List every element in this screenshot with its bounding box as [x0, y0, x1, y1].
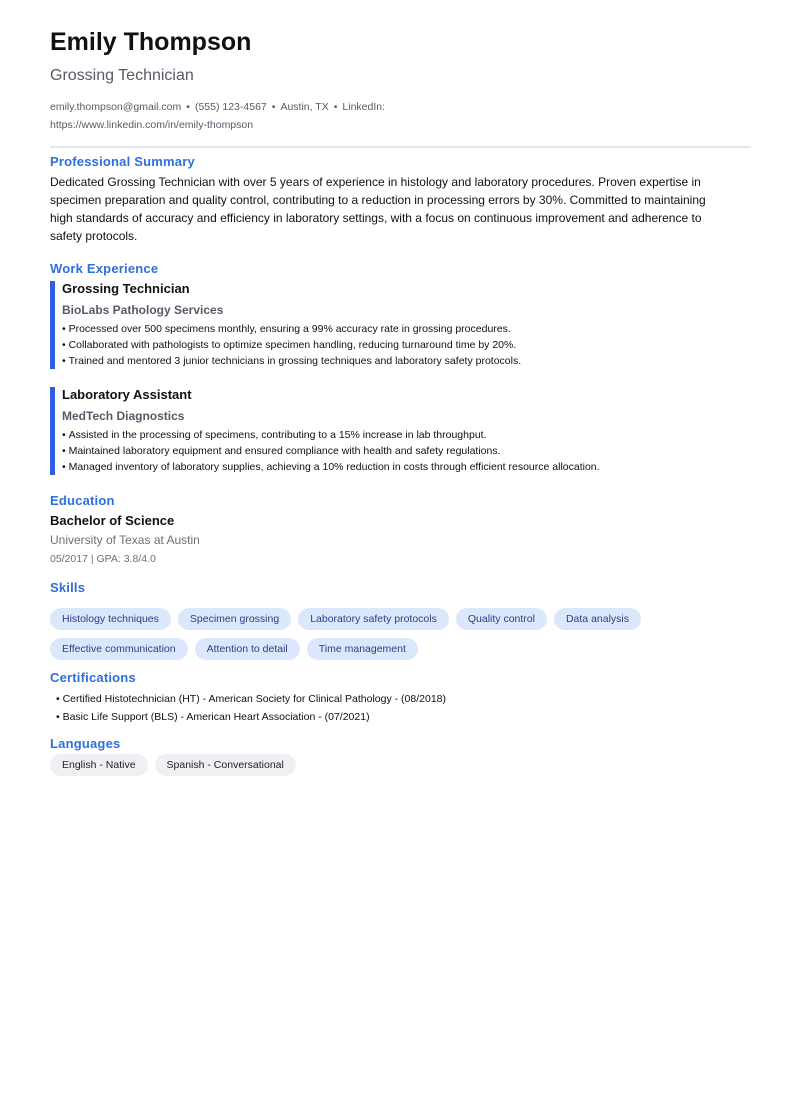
skill-chip: Time management	[307, 638, 418, 660]
job-bullet: • Processed over 500 specimens monthly, ensuring a 99% accuracy rate in grossing procedures.	[62, 321, 751, 337]
job-bullet: • Maintained laboratory equipment and ensured compliance with health and safety regulations.	[62, 443, 751, 459]
summary-text: Dedicated Grossing Technician with over 5 years of experience in histology and laboratory procedures. Proven expertise in specimen preparation and quality control, contributing to a reduction in processing errors by 30%. Committed to maintaining high standards of accuracy and efficiency in laboratory settings, with a focus on continuous improvement and adherence to safety protocols.	[50, 175, 706, 243]
skill-chip: Quality control	[456, 608, 547, 630]
certifications-list	[56, 690, 751, 726]
job-title: Laboratory Assistant	[62, 387, 192, 402]
skills-heading: Skills	[50, 580, 86, 595]
skill-chip: Laboratory safety protocols	[298, 608, 449, 630]
job-company: BioLabs Pathology Services	[62, 303, 224, 317]
contact-email[interactable]: emily.thompson@gmail.com	[50, 101, 182, 113]
contact-linkedin-label: LinkedIn:	[342, 101, 386, 113]
skill-chip: Histology techniques	[50, 608, 171, 630]
skills-list	[50, 608, 670, 660]
skill-chip: Data analysis	[554, 608, 641, 630]
contact-separator: •	[333, 101, 338, 113]
contact-line	[50, 98, 410, 134]
job-bullets	[62, 427, 751, 475]
job-bullet: • Assisted in the processing of specimens, contributing to a 15% increase in lab throughput.	[62, 427, 751, 443]
candidate-name: Emily Thompson	[50, 28, 252, 56]
education-school: University of Texas at Austin	[50, 533, 200, 547]
job-company: MedTech Diagnostics	[62, 409, 185, 423]
languages-list	[50, 754, 670, 776]
experience-heading: Work Experience	[50, 261, 159, 276]
contact-linkedin-url[interactable]: https://www.linkedin.com/in/emily-thompson	[50, 119, 254, 131]
language-chip: Spanish - Conversational	[155, 754, 296, 776]
job-bullet: • Trained and mentored 3 junior technicians in grossing techniques and laboratory safety protocols.	[62, 353, 751, 369]
summary-heading: Professional Summary	[50, 154, 195, 169]
candidate-title: Grossing Technician	[50, 67, 194, 84]
language-chip: English - Native	[50, 754, 148, 776]
contact-location: Austin, TX	[280, 101, 329, 113]
certifications-heading: Certifications	[50, 670, 136, 685]
certification-item: • Basic Life Support (BLS) - American Heart Association - (07/2021)	[56, 708, 751, 726]
job-bullet: • Collaborated with pathologists to optimize specimen handling, reducing turnaround time by 20%.	[62, 337, 751, 353]
job-bullets	[62, 321, 751, 369]
skill-chip: Effective communication	[50, 638, 188, 660]
job-entry	[50, 281, 751, 369]
contact-separator: •	[186, 101, 190, 113]
contact-separator: •	[271, 101, 276, 113]
job-bullet: • Managed inventory of laboratory supplies, achieving a 10% reduction in costs through efficient resource allocation.	[62, 459, 751, 475]
skill-chip: Specimen grossing	[178, 608, 291, 630]
contact-phone: (555) 123-4567	[194, 101, 267, 113]
education-meta: 05/2017 | GPA: 3.8/4.0	[50, 553, 156, 565]
job-entry	[50, 387, 751, 475]
education-degree: Bachelor of Science	[50, 513, 175, 528]
languages-heading: Languages	[50, 736, 121, 751]
education-heading: Education	[50, 493, 115, 508]
job-title: Grossing Technician	[62, 281, 190, 296]
skill-chip: Attention to detail	[195, 638, 300, 660]
header-divider	[50, 146, 751, 148]
certification-item: • Certified Histotechnician (HT) - American Society for Clinical Pathology - (08/2018)	[56, 690, 751, 708]
